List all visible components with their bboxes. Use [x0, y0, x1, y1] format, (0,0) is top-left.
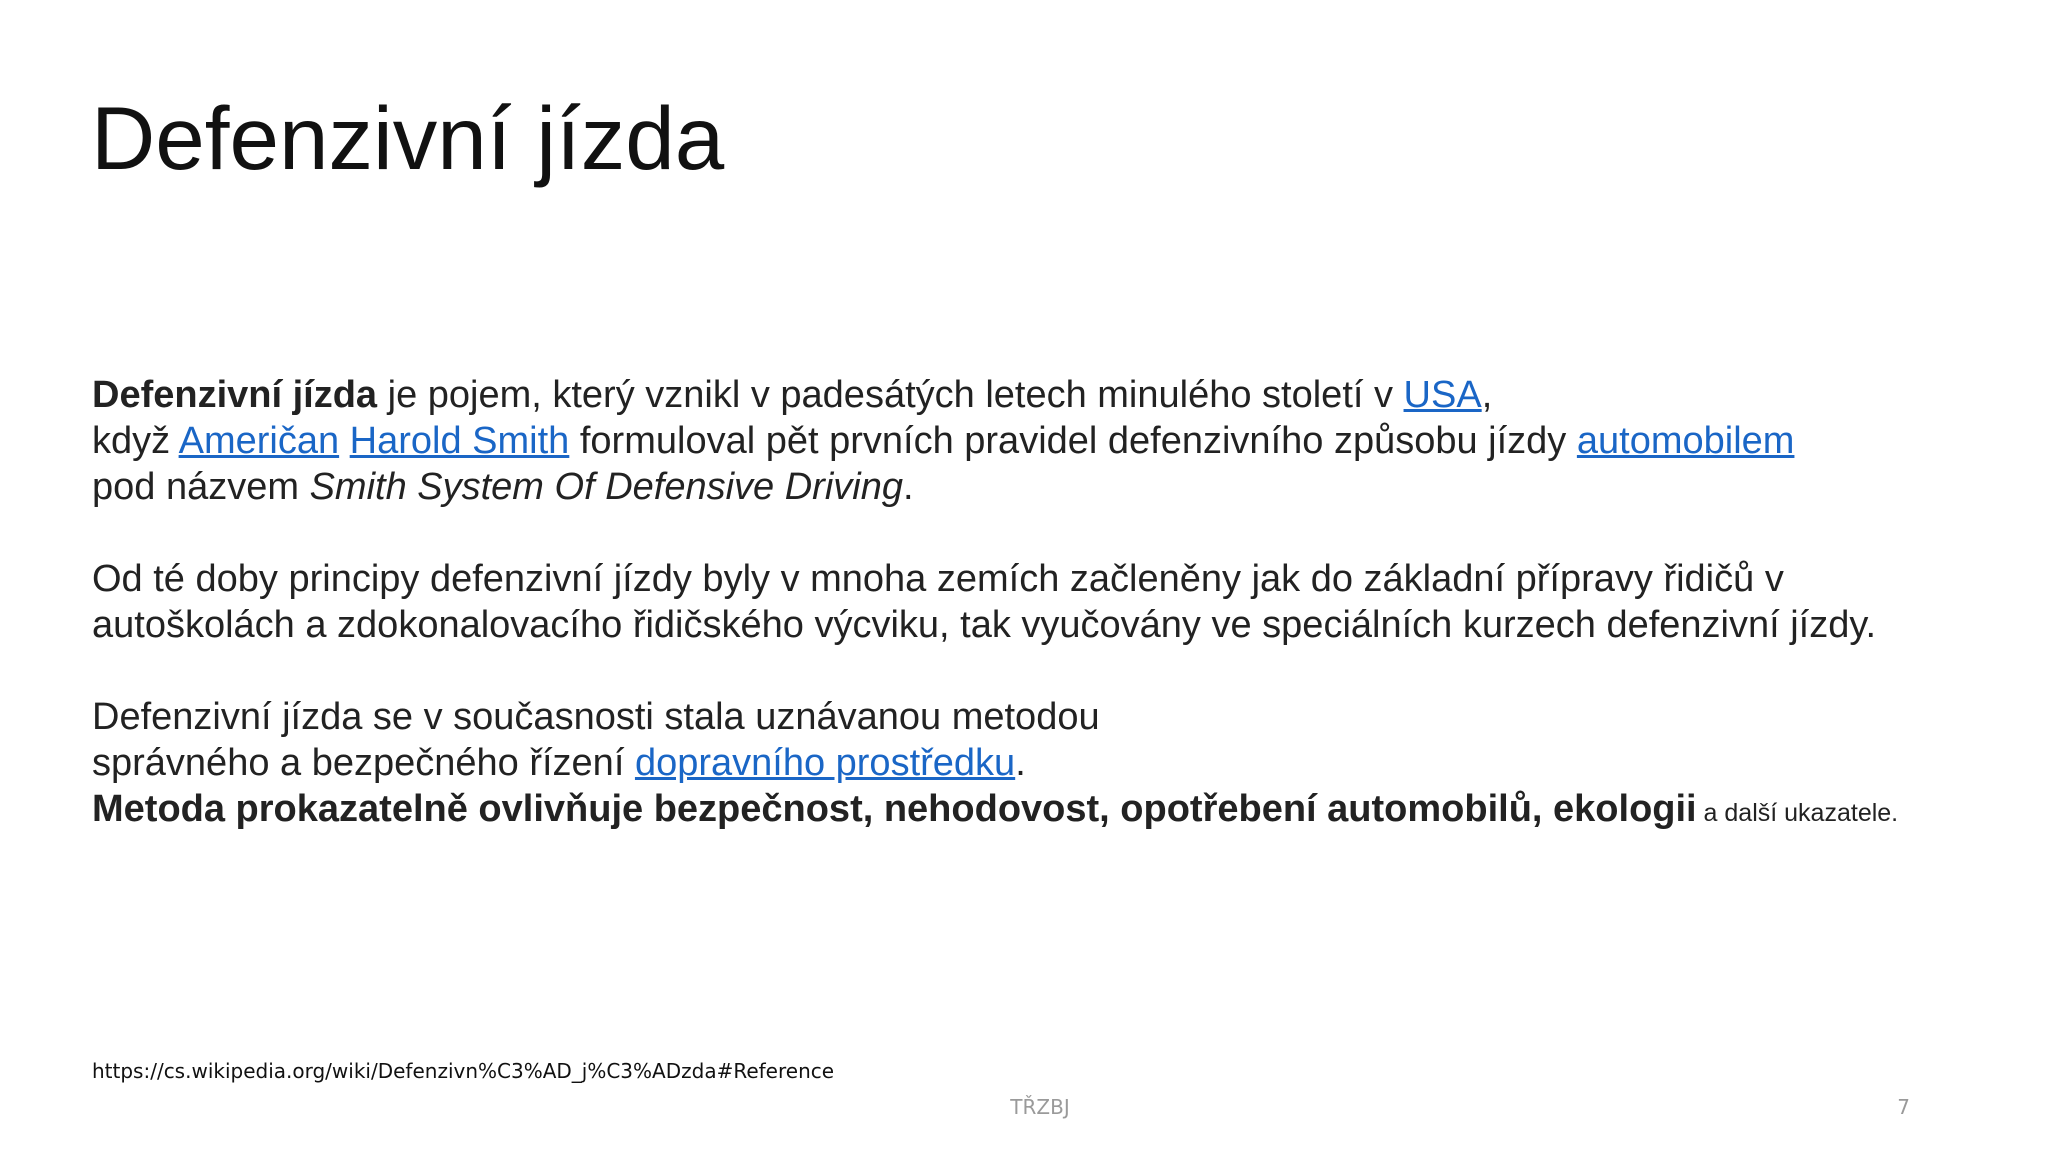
- paragraph-line: Defenzivní jízda se v současnosti stala uznávanou metodou: [92, 696, 1100, 738]
- text-span: ,: [1481, 374, 1493, 416]
- link-dopravniho-prostredku[interactable]: dopravního prostředku: [634, 742, 1016, 784]
- source-url: https://cs.wikipedia.org/wiki/Defenzivn%C3%AD_j%C3%ADzda#Reference: [92, 1059, 835, 1083]
- text-span: formuloval pět prvních pravidel defenzivního způsobu jízdy: [569, 420, 1577, 462]
- bold-term: Defenzivní jízda: [92, 374, 378, 416]
- link-american[interactable]: Američan: [178, 420, 340, 462]
- paragraph-line: [92, 418, 1992, 464]
- paragraph-line: [92, 464, 1992, 510]
- paragraph-line: autoškolách a zdokonalovacího řidičského výcviku, tak vyučovány ve speciálních kurzech defenzivní jízdy.: [92, 604, 1877, 646]
- link-harold-smith[interactable]: Harold Smith: [349, 420, 570, 462]
- link-automobilem[interactable]: automobilem: [1576, 420, 1795, 462]
- paragraph-line: [92, 372, 1992, 418]
- text-span: správného a bezpečného řízení: [92, 742, 635, 784]
- paragraph-line: Od té doby principy defenzivní jízdy byly v mnoha zemích začleněny jak do základní přípravy řidičů v: [92, 558, 1784, 600]
- text-span: .: [902, 466, 914, 508]
- paragraph-history: [92, 556, 1992, 648]
- paragraph-line: [92, 740, 1992, 786]
- page-number: 7: [1897, 1095, 1910, 1119]
- paragraph-line: [92, 786, 1992, 836]
- text-span: pod názvem: [92, 466, 310, 508]
- text-span: když: [92, 420, 179, 462]
- slide-body: [92, 372, 1992, 882]
- link-usa[interactable]: USA: [1403, 374, 1482, 416]
- small-tail-text: a další ukazatele.: [1696, 799, 1899, 827]
- text-span: [339, 420, 350, 462]
- italic-system-name: Smith System Of Defensive Driving: [309, 466, 903, 508]
- footer-label: TŘZBJ: [1010, 1095, 1070, 1119]
- text-span: je pojem, který vznikl v padesátých letech minulého století v: [377, 374, 1404, 416]
- text-span: .: [1015, 742, 1026, 784]
- paragraph-method: [92, 694, 1992, 836]
- paragraph-definition: [92, 372, 1992, 510]
- slide-title: Defenzivní jízda: [91, 88, 725, 188]
- bold-statement: Metoda prokazatelně ovlivňuje bezpečnost, nehodovost, opotřebení automobilů, ekologii: [92, 788, 1697, 830]
